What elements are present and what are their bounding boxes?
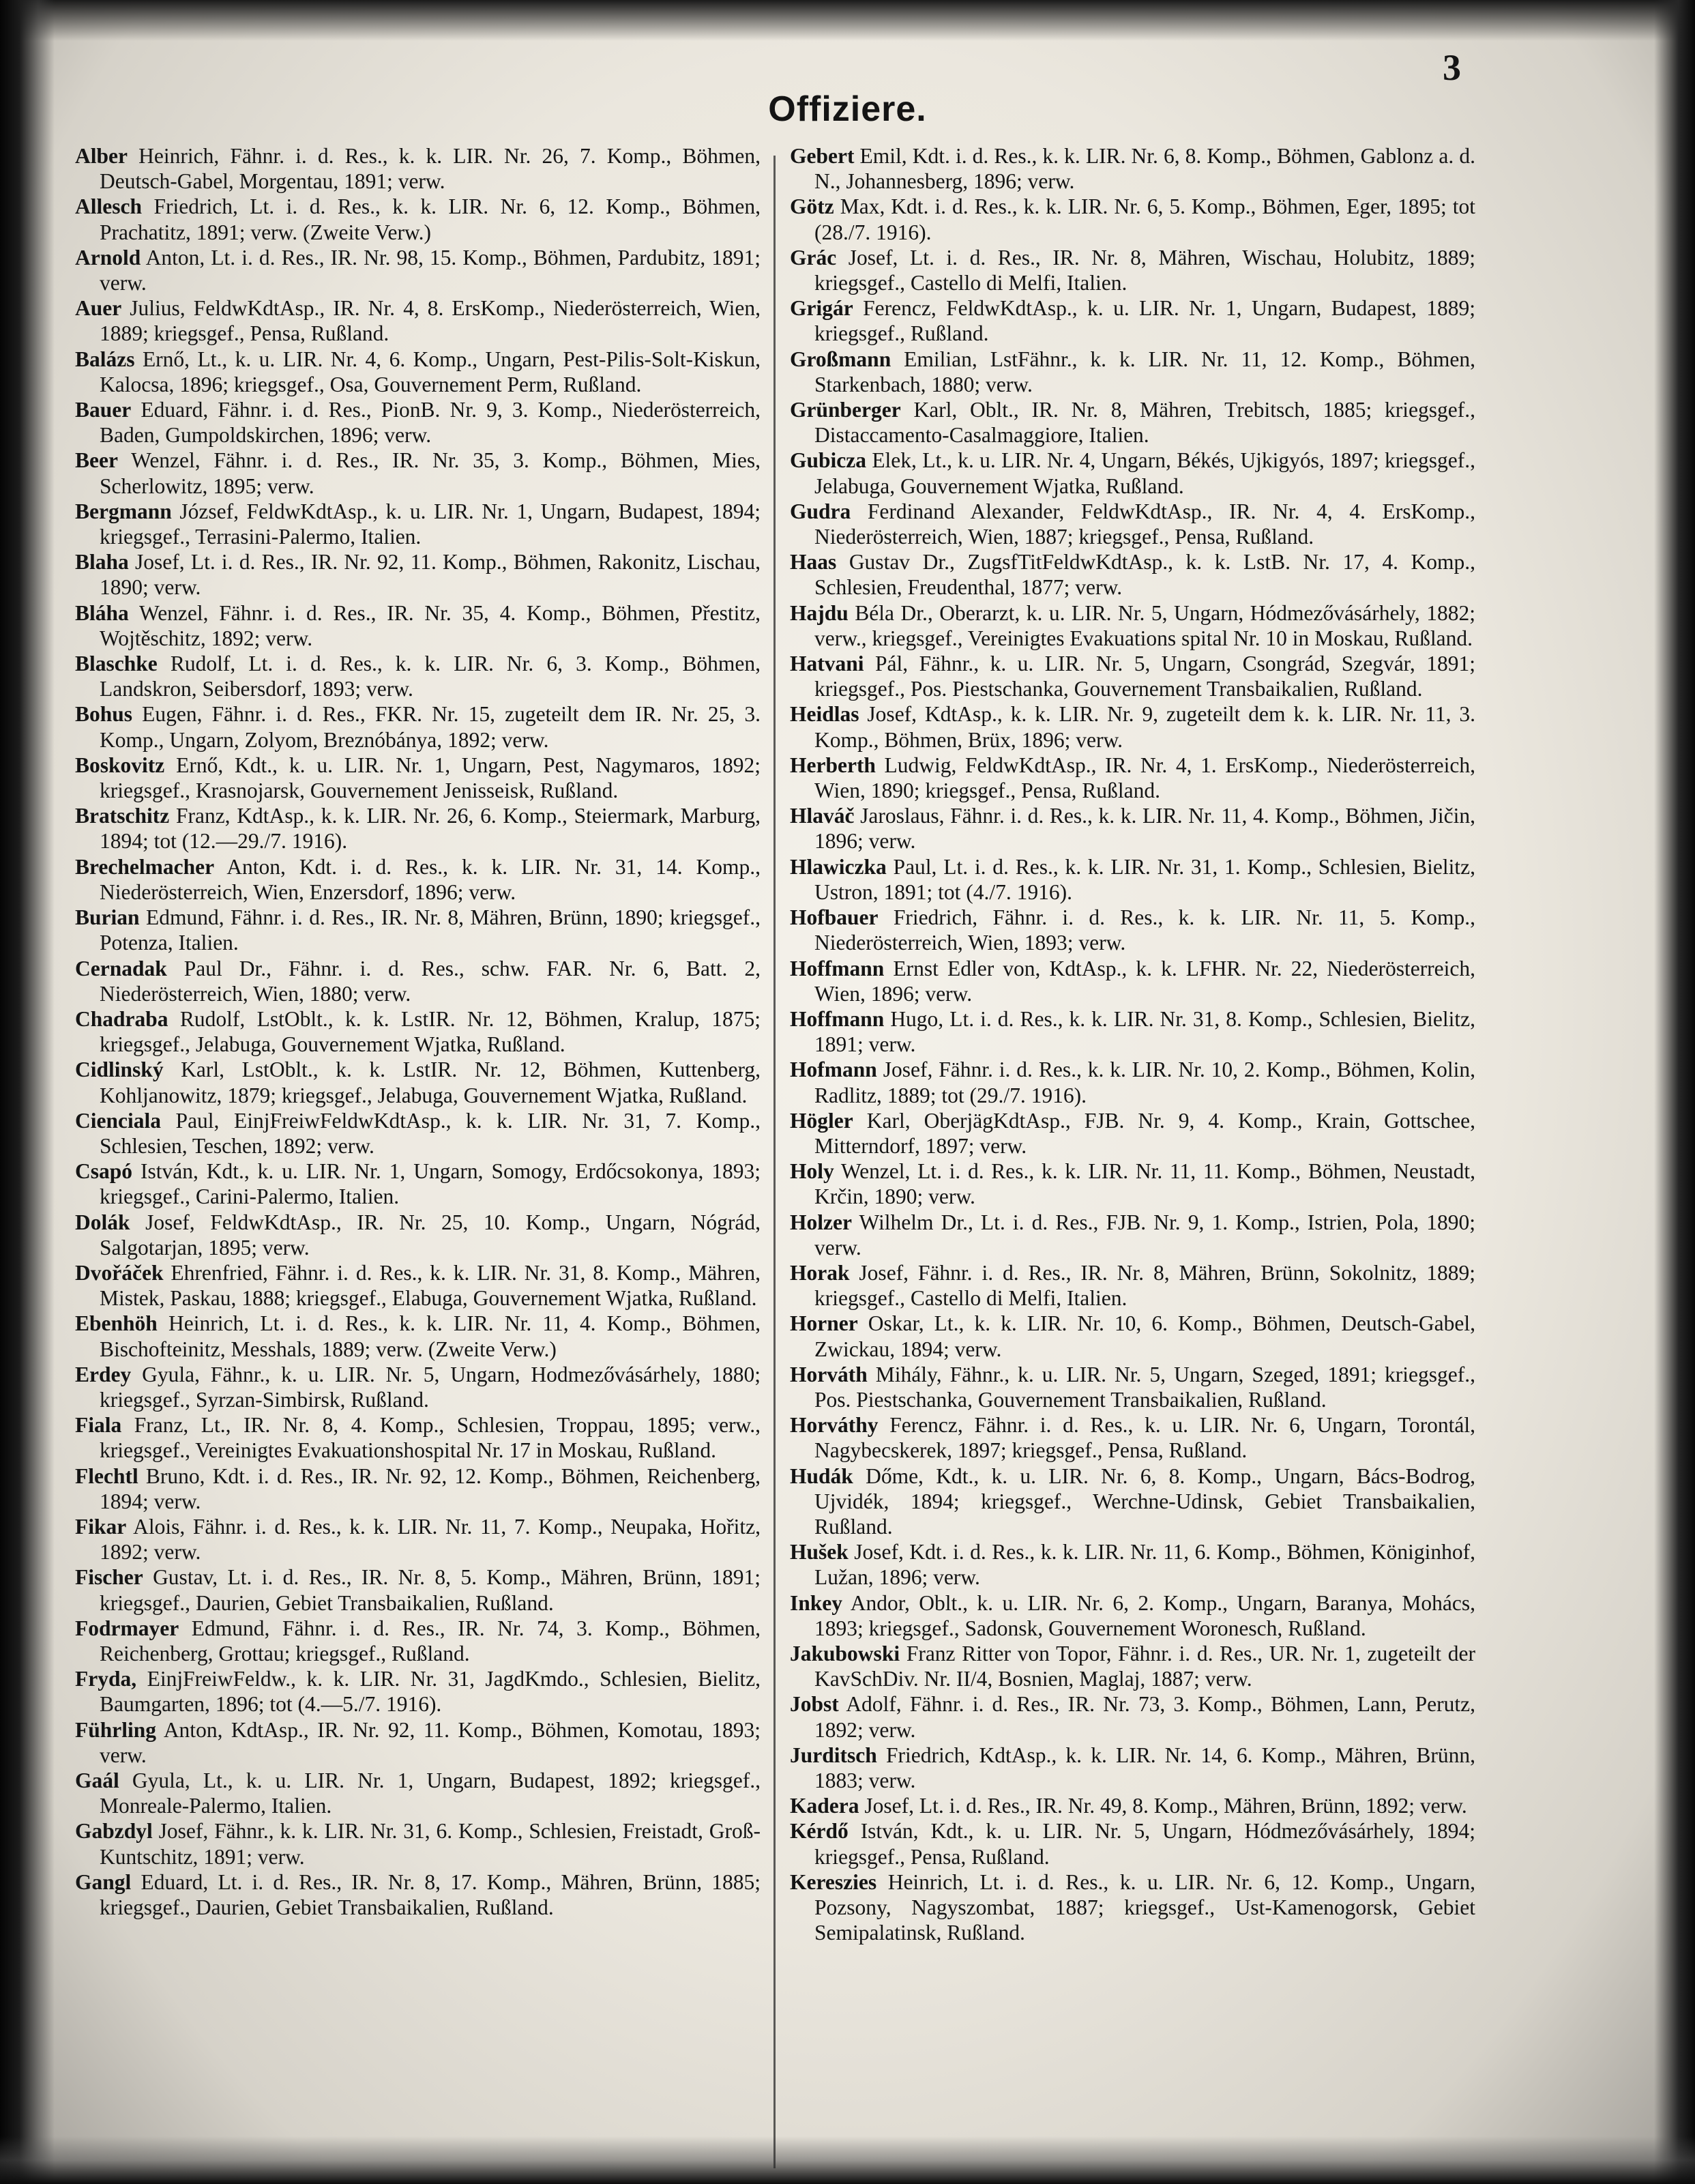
register-entry <box>790 854 1475 905</box>
register-entry <box>75 549 761 600</box>
register-entry <box>75 1159 761 1209</box>
entry-surname: Erdey <box>75 1362 132 1386</box>
entry-surname: Gubicza <box>790 448 867 473</box>
entry-surname: Herberth <box>790 753 876 777</box>
entry-details: Anton, KdtAsp., IR. Nr. 92, 11. Komp., Böhmen, Komotau, 1893; verw. <box>100 1717 761 1767</box>
register-entry <box>75 1108 761 1159</box>
entry-surname: Horak <box>790 1260 850 1285</box>
register-entry <box>790 1260 1475 1311</box>
register-entry <box>790 651 1475 701</box>
register-entry <box>75 1514 761 1564</box>
entry-details: Anton, Kdt. i. d. Res., k. k. LIR. Nr. 31, 14. Komp., Niederösterreich, Wien, Enzersdorf, 1896; verw. <box>100 854 761 904</box>
entry-details: Franz, KdtAsp., k. k. LIR. Nr. 26, 6. Komp., Steiermark, Marburg, 1894; tot (12.—29./7. 1916). <box>100 804 761 854</box>
entry-details: Eugen, Fähnr. i. d. Res., FKR. Nr. 15, zugeteilt dem IR. Nr. 25, 3. Komp., Ungarn, Zolyom, Breznóbánya, 1892; verw. <box>100 702 761 752</box>
register-entry <box>790 448 1475 498</box>
entry-surname: Bohus <box>75 702 133 727</box>
entry-details: Ferencz, Fähnr. i. d. Res., k. u. LIR. Nr. 6, Ungarn, Torontál, Nagybecskerek, 1897; kriegsgef., Pensa, Rußland. <box>814 1413 1475 1463</box>
entry-surname: Hoffmann <box>790 1006 885 1031</box>
entry-details: Josef, Lt. i. d. Res., IR. Nr. 8, Mähren, Wischau, Holubitz, 1889; kriegsgef., Castello di Melfi, Italien. <box>814 245 1475 295</box>
entry-details: Anton, Lt. i. d. Res., IR. Nr. 98, 15. Komp., Böhmen, Pardubitz, 1891; verw. <box>100 245 761 295</box>
register-entry <box>75 1057 761 1107</box>
entry-surname: Beer <box>75 448 118 473</box>
register-entry <box>75 1362 761 1412</box>
entry-surname: Hušek <box>790 1540 849 1564</box>
register-entry <box>790 143 1475 194</box>
entry-surname: Grigár <box>790 296 853 321</box>
entry-surname: Csapó <box>75 1159 133 1184</box>
register-entry <box>75 1006 761 1057</box>
register-entry <box>790 1108 1475 1159</box>
page-number: 3 <box>1443 47 1462 88</box>
register-entry <box>75 1260 761 1311</box>
entry-surname: Haas <box>790 550 837 574</box>
entry-details: Josef, KdtAsp., k. k. LIR. Nr. 9, zugeteilt dem k. k. LIR. Nr. 11, 3. Komp., Böhmen, Brüx, 1896; verw. <box>814 702 1475 752</box>
register-entry <box>75 905 761 955</box>
entry-surname: Kadera <box>790 1794 859 1818</box>
entry-surname: Fiala <box>75 1413 122 1438</box>
register-entry <box>790 194 1475 244</box>
entry-details: Heinrich, Fähnr. i. d. Res., k. k. LIR. Nr. 26, 7. Komp., Böhmen, Deutsch-Gabel, Morgentau, 1891; verw. <box>100 144 761 194</box>
entry-surname: Hofmann <box>790 1058 877 1082</box>
register-entry <box>75 1412 761 1463</box>
entry-surname: Bláha <box>75 600 129 625</box>
entry-surname: Horváth <box>790 1362 868 1386</box>
entry-surname: Cienciala <box>75 1108 161 1133</box>
register-entry <box>790 549 1475 600</box>
entry-details: Karl, LstOblt., k. k. LstIR. Nr. 12, Böhmen, Kuttenberg, Kohljanowitz, 1879; kriegsgef., Jelabuga, Gouvernement Wjatka, Rußland. <box>100 1058 761 1107</box>
entry-details: Pál, Fähnr., k. u. LIR. Nr. 5, Ungarn, Csongrád, Szegvár, 1891; kriegsgef., Pos. Piestschanka, Gouvernement Transbaikalien, Rußland. <box>814 652 1476 701</box>
register-entry <box>790 397 1475 448</box>
entry-details: Andor, Oblt., k. u. LIR. Nr. 6, 2. Komp., Ungarn, Baranya, Mohács, 1893; kriegsgef., Sadonsk, Gouvernement Woronesch, Rußland. <box>814 1590 1475 1640</box>
entry-details: Friedrich, KdtAsp., k. k. LIR. Nr. 14, 6. Komp., Mähren, Brünn, 1883; verw. <box>814 1743 1475 1792</box>
entry-surname: Fodrmayer <box>75 1616 179 1640</box>
entry-surname: Blaha <box>75 550 129 574</box>
entry-surname: Fikar <box>75 1514 127 1539</box>
register-entry <box>790 1006 1475 1057</box>
register-entry <box>75 1311 761 1361</box>
register-entry <box>790 1793 1475 1818</box>
register-entry <box>790 499 1475 549</box>
section-heading: Offiziere. <box>768 89 927 129</box>
entry-details: Gyula, Fähnr., k. u. LIR. Nr. 5, Ungarn, Hodmezővásárhely, 1880; kriegsgef., Syrzan-Simbirsk, Rußland. <box>100 1362 761 1412</box>
entry-surname: Grác <box>790 245 837 270</box>
entry-details: Edmund, Fähnr. i. d. Res., IR. Nr. 8, Mähren, Brünn, 1890; kriegsgef., Potenza, Italien. <box>100 905 761 955</box>
entry-surname: Auer <box>75 296 122 321</box>
entry-surname: Inkey <box>790 1590 843 1615</box>
entry-details: Franz, Lt., IR. Nr. 8, 4. Komp., Schlesien, Troppau, 1895; verw., kriegsgef., Vereinigtes Evakuationshospital Nr. 17 in Moskau, Rußland. <box>100 1413 761 1463</box>
entry-details: Max, Kdt. i. d. Res., k. k. LIR. Nr. 6, 5. Komp., Böhmen, Eger, 1895; tot (28./7. 1916). <box>814 194 1476 244</box>
entry-details: Elek, Lt., k. u. LIR. Nr. 4, Ungarn, Békés, Ujkigyós, 1897; kriegsgef., Jelabuga, Gouvernement Wjatka, Rußland. <box>814 448 1476 498</box>
entry-surname: Hoffmann <box>790 956 885 980</box>
entry-surname: Holzer <box>790 1210 852 1234</box>
entry-details: Adolf, Fähnr. i. d. Res., IR. Nr. 73, 3. Komp., Böhmen, Lann, Perutz, 1892; verw. <box>814 1692 1475 1742</box>
entry-details: Josef, Fähnr. i. d. Res., k. k. LIR. Nr. 10, 2. Komp., Böhmen, Kolin, Radlitz, 1889; tot (29./7. 1916). <box>814 1058 1476 1107</box>
entry-surname: Bergmann <box>75 499 172 523</box>
entry-details: István, Kdt., k. u. LIR. Nr. 1, Ungarn, Somogy, Erdőcsokonya, 1893; kriegsgef., Carini-Palermo, Italien. <box>100 1159 761 1209</box>
register-entry <box>75 295 761 346</box>
entry-details: Josef, Lt. i. d. Res., IR. Nr. 49, 8. Komp., Mähren, Brünn, 1892; verw. <box>864 1794 1467 1818</box>
entry-surname: Fischer <box>75 1565 143 1590</box>
entry-details: Julius, FeldwKdtAsp., IR. Nr. 4, 8. ErsKomp., Niederösterreich, Wien, 1889; kriegsgef., Pensa, Rußland. <box>100 296 761 346</box>
register-entry <box>790 600 1475 651</box>
register-entry <box>75 1616 761 1666</box>
entry-surname: Götz <box>790 194 834 219</box>
entry-details: Wenzel, Fähnr. i. d. Res., IR. Nr. 35, 4. Komp., Böhmen, Přestitz, Wojtěschitz, 1892; verw. <box>100 600 761 650</box>
register-entry <box>75 1768 761 1818</box>
entry-details: Karl, Oblt., IR. Nr. 8, Mähren, Trebitsch, 1885; kriegsgef., Distaccamento-Casalmaggiore, Italien. <box>814 398 1475 448</box>
entry-surname: Gudra <box>790 499 851 523</box>
entry-details: Wenzel, Lt. i. d. Res., k. k. LIR. Nr. 11, 11. Komp., Böhmen, Neustadt, Krčin, 1890; verw. <box>814 1159 1475 1209</box>
register-entry <box>790 1210 1475 1260</box>
entry-surname: Bratschitz <box>75 804 170 828</box>
entry-surname: Cidlinský <box>75 1058 164 1082</box>
register-entry <box>75 143 761 194</box>
entry-details: Béla Dr., Oberarzt, k. u. LIR. Nr. 5, Ungarn, Hódmezővásárhely, 1882; verw., kriegsgef., Vereinigtes Evakuations spital Nr. 10 in Moskau, Rußland. <box>814 600 1475 650</box>
entry-details: István, Kdt., k. u. LIR. Nr. 5, Ungarn, Hódmezővásárhely, 1894; kriegsgef., Pensa, Rußland. <box>814 1819 1475 1869</box>
register-entry <box>790 753 1475 803</box>
entry-surname: Jurditsch <box>790 1743 877 1767</box>
entry-surname: Kérdő <box>790 1819 849 1844</box>
register-entry <box>75 448 761 498</box>
entry-surname: Heidlas <box>790 702 859 727</box>
entry-surname: Gabzdyl <box>75 1819 153 1844</box>
entry-details: Gyula, Lt., k. u. LIR. Nr. 1, Ungarn, Budapest, 1892; kriegsgef., Monreale-Palermo, Italien. <box>100 1768 761 1818</box>
entry-details: Ernő, Kdt., k. u. LIR. Nr. 1, Ungarn, Pest, Nagymaros, 1892; kriegsgef., Krasnojarsk, Gouvernement Jenisseisk, Rußland. <box>100 753 761 803</box>
entry-surname: Horváthy <box>790 1413 879 1438</box>
register-entry <box>75 1818 761 1869</box>
entry-details: Bruno, Kdt. i. d. Res., IR. Nr. 92, 12. Komp., Böhmen, Reichenberg, 1894; verw. <box>100 1464 761 1513</box>
entry-surname: Großmann <box>790 347 891 371</box>
entry-details: Heinrich, Lt. i. d. Res., k. k. LIR. Nr. 11, 4. Komp., Böhmen, Bischofteinitz, Messhals, 1889; verw. (Zweite Verw.) <box>100 1311 761 1361</box>
entry-details: Oskar, Lt., k. k. LIR. Nr. 10, 6. Komp., Böhmen, Deutsch-Gabel, Zwickau, 1894; verw. <box>814 1311 1476 1361</box>
register-entry <box>75 803 761 854</box>
entry-details: Dőme, Kdt., k. u. LIR. Nr. 6, 8. Komp., Ungarn, Bács-Bodrog, Ujvidék, 1894; kriegsgef., Werchne-Udinsk, Gebiet Transbaikalien, Rußland. <box>814 1464 1475 1539</box>
entry-details: Franz Ritter von Topor, Fähnr. i. d. Res., UR. Nr. 1, zugeteilt der KavSchDiv. Nr. II/4, Bosnien, Maglaj, 1887; verw. <box>814 1641 1476 1691</box>
register-entry <box>75 753 761 803</box>
entry-details: Mihály, Fähnr., k. u. LIR. Nr. 5, Ungarn, Szeged, 1891; kriegsgef., Pos. Piestschanka, Gouvernement Transbaikalien, Rußland. <box>814 1362 1475 1412</box>
register-entry <box>75 1210 761 1260</box>
entry-surname: Burian <box>75 905 140 930</box>
register-entry <box>790 1057 1475 1107</box>
register-entry <box>790 701 1475 752</box>
entry-surname: Hofbauer <box>790 905 879 930</box>
entry-details: EinjFreiwFeldw., k. k. LIR. Nr. 31, JagdKmdo., Schlesien, Bielitz, Baumgarten, 1896; tot (4.—5./7. 1916). <box>100 1667 761 1717</box>
register-entry <box>790 1539 1475 1590</box>
entry-details: Emilian, LstFähnr., k. k. LIR. Nr. 11, 12. Komp., Böhmen, Starkenbach, 1880; verw. <box>814 347 1475 396</box>
register-entry <box>790 245 1475 295</box>
entry-details: Josef, FeldwKdtAsp., IR. Nr. 25, 10. Komp., Ungarn, Nógrád, Salgotarjan, 1895; verw. <box>100 1210 761 1260</box>
entry-surname: Hatvani <box>790 652 864 676</box>
entry-details: Eduard, Fähnr. i. d. Res., PionB. Nr. 9, 3. Komp., Niederösterreich, Baden, Gumpoldskirchen, 1896; verw. <box>100 398 761 448</box>
entry-surname: Dvořáček <box>75 1260 164 1285</box>
entry-details: Emil, Kdt. i. d. Res., k. k. LIR. Nr. 6, 8. Komp., Böhmen, Gablonz a. d. N., Johannesberg, 1896; verw. <box>814 144 1475 194</box>
entry-details: Josef, Fähnr., k. k. LIR. Nr. 31, 6. Komp., Schlesien, Freistadt, Groß-Kuntschitz, 1891; verw. <box>100 1819 761 1869</box>
register-entry <box>790 905 1475 955</box>
entry-details: Ludwig, FeldwKdtAsp., IR. Nr. 4, 1. ErsKomp., Niederösterreich, Wien, 1890; kriegsgef., Pensa, Rußland. <box>814 753 1475 803</box>
entry-details: Edmund, Fähnr. i. d. Res., IR. Nr. 74, 3. Komp., Böhmen, Reichenberg, Grottau; kriegsgef., Rußland. <box>100 1616 761 1665</box>
register-entry <box>75 1869 761 1920</box>
entry-surname: Chadraba <box>75 1006 168 1031</box>
entry-details: Rudolf, LstOblt., k. k. LstIR. Nr. 12, Böhmen, Kralup, 1875; kriegsgef., Jelabuga, Gouvernement Wjatka, Rußland. <box>100 1006 761 1057</box>
scan-shadow-left <box>0 0 55 2184</box>
register-entry <box>75 245 761 295</box>
entry-details: Ferdinand Alexander, FeldwKdtAsp., IR. Nr. 4, 4. ErsKomp., Niederösterreich, Wien, 1887; kriegsgef., Pensa, Rußland. <box>814 499 1476 549</box>
entry-surname: Gebert <box>790 144 855 168</box>
entry-surname: Ebenhöh <box>75 1311 158 1336</box>
entry-surname: Högler <box>790 1108 853 1133</box>
register-entry <box>790 295 1475 346</box>
right-column <box>790 143 1475 1945</box>
entry-details: Alois, Fähnr. i. d. Res., k. k. LIR. Nr. 11, 7. Komp., Neupaka, Hořitz, 1892; verw. <box>100 1514 761 1564</box>
register-entry <box>790 1159 1475 1209</box>
entry-surname: Alber <box>75 144 128 168</box>
register-entry <box>75 194 761 244</box>
entry-details: Josef, Lt. i. d. Res., IR. Nr. 92, 11. Komp., Böhmen, Rakonitz, Lischau, 1890; verw. <box>100 550 761 600</box>
entry-details: Friedrich, Fähnr. i. d. Res., k. k. LIR. Nr. 11, 5. Komp., Niederösterreich, Wien, 1893; verw. <box>814 905 1475 955</box>
entry-surname: Holy <box>790 1159 834 1184</box>
register-entry <box>75 651 761 701</box>
register-entry <box>790 1641 1475 1691</box>
register-entry <box>75 1717 761 1768</box>
entry-details: Gustav, Lt. i. d. Res., IR. Nr. 8, 5. Komp., Mähren, Brünn, 1891; kriegsgef., Daurien, Gebiet Transbaikalien, Rußland. <box>100 1565 761 1615</box>
entry-surname: Balázs <box>75 347 135 371</box>
entry-surname: Führling <box>75 1717 157 1742</box>
register-entry <box>75 1464 761 1514</box>
entry-details: Ferencz, FeldwKdtAsp., k. u. LIR. Nr. 1, Ungarn, Budapest, 1889; kriegsgef., Rußland. <box>814 296 1476 346</box>
register-entry <box>790 1743 1475 1793</box>
entry-surname: Hlawiczka <box>790 854 887 879</box>
entry-details: Heinrich, Lt. i. d. Res., k. u. LIR. Nr. 6, 12. Komp., Ungarn, Pozsony, Nagyszombat, 1887; kriegsgef., Ust-Kamenogorsk, Gebiet Semipalatinsk, Rußland. <box>814 1869 1475 1945</box>
register-entry <box>75 1666 761 1717</box>
register-entry <box>790 1362 1475 1412</box>
entry-details: Gustav Dr., ZugsfTitFeldwKdtAsp., k. k. LstB. Nr. 17, 4. Komp., Schlesien, Freudenthal, 1877; verw. <box>814 550 1476 600</box>
register-entry <box>75 701 761 752</box>
register-entry <box>75 956 761 1006</box>
entry-surname: Hlaváč <box>790 804 855 828</box>
register-entry <box>75 1564 761 1615</box>
register-entry <box>790 347 1475 397</box>
entry-surname: Gangl <box>75 1869 132 1894</box>
register-entry <box>75 397 761 448</box>
entry-details: Eduard, Lt. i. d. Res., IR. Nr. 8, 17. Komp., Mähren, Brünn, 1885; kriegsgef., Daurien, Gebiet Transbaikalien, Rußland. <box>100 1869 761 1920</box>
scan-shadow-right <box>1654 0 1695 2184</box>
register-entry <box>790 1464 1475 1540</box>
entry-details: Josef, Kdt. i. d. Res., k. k. LIR. Nr. 11, 6. Komp., Böhmen, Königinhof, Lužan, 1896; verw. <box>814 1540 1476 1590</box>
entry-surname: Bauer <box>75 398 132 422</box>
entry-details: József, FeldwKdtAsp., k. u. LIR. Nr. 1, Ungarn, Budapest, 1894; kriegsgef., Terrasini-Palermo, Italien. <box>100 499 761 549</box>
column-divider <box>773 156 776 2168</box>
entry-surname: Blaschke <box>75 652 158 676</box>
register-entry <box>790 1311 1475 1361</box>
entry-surname: Arnold <box>75 245 141 270</box>
entry-surname: Allesch <box>75 194 142 219</box>
register-entry <box>75 854 761 905</box>
entry-surname: Hajdu <box>790 600 849 625</box>
register-entry <box>790 1412 1475 1463</box>
entry-surname: Kereszies <box>790 1869 877 1894</box>
entry-details: Wenzel, Fähnr. i. d. Res., IR. Nr. 35, 3. Komp., Böhmen, Mies, Scherlowitz, 1895; verw. <box>100 448 761 498</box>
register-entry <box>790 803 1475 854</box>
entry-details: Ehrenfried, Fähnr. i. d. Res., k. k. LIR. Nr. 31, 8. Komp., Mähren, Mistek, Paskau, 1888; kriegsgef., Elabuga, Gouvernement Wjatka, Rußland. <box>100 1260 761 1311</box>
left-column <box>75 143 761 1920</box>
register-entry <box>75 499 761 549</box>
entry-surname: Cernadak <box>75 956 167 980</box>
entry-details: Paul, Lt. i. d. Res., k. k. LIR. Nr. 31, 1. Komp., Schlesien, Bielitz, Ustron, 1891; tot (4./7. 1916). <box>814 854 1475 904</box>
register-entry <box>790 956 1475 1006</box>
register-entry <box>790 1590 1475 1641</box>
register-entry <box>75 600 761 651</box>
entry-details: Rudolf, Lt. i. d. Res., k. k. LIR. Nr. 6, 3. Komp., Böhmen, Landskron, Seibersdorf, 1893; verw. <box>100 652 761 701</box>
entry-details: Friedrich, Lt. i. d. Res., k. k. LIR. Nr. 6, 12. Komp., Böhmen, Prachatitz, 1891; verw. (Zweite Verw.) <box>100 194 761 244</box>
register-entry <box>790 1818 1475 1869</box>
entry-details: Hugo, Lt. i. d. Res., k. k. LIR. Nr. 31, 8. Komp., Schlesien, Bielitz, 1891; verw. <box>814 1006 1475 1057</box>
entry-details: Ernő, Lt., k. u. LIR. Nr. 4, 6. Komp., Ungarn, Pest-Pilis-Solt-Kiskun, Kalocsa, 1896; kriegsgef., Osa, Gouvernement Perm, Rußland. <box>100 347 761 396</box>
entry-surname: Gaál <box>75 1768 119 1792</box>
entry-surname: Boskovitz <box>75 753 165 777</box>
entry-surname: Dolák <box>75 1210 130 1234</box>
entry-surname: Jakubowski <box>790 1641 900 1665</box>
entry-details: Paul, EinjFreiwFeldwKdtAsp., k. k. LIR. Nr. 31, 7. Komp., Schlesien, Teschen, 1892; verw. <box>100 1108 761 1158</box>
register-entry <box>75 347 761 397</box>
entry-surname: Jobst <box>790 1692 839 1717</box>
entry-details: Karl, OberjägKdtAsp., FJB. Nr. 9, 4. Komp., Krain, Gottschee, Mitterndorf, 1897; verw. <box>814 1108 1475 1158</box>
entry-details: Josef, Fähnr. i. d. Res., IR. Nr. 8, Mähren, Brünn, Sokolnitz, 1889; kriegsgef., Castello di Melfi, Italien. <box>814 1260 1475 1311</box>
entry-details: Jaroslaus, Fähnr. i. d. Res., k. k. LIR. Nr. 11, 4. Komp., Böhmen, Jičin, 1896; verw. <box>814 804 1475 854</box>
entry-surname: Grünberger <box>790 398 901 422</box>
entry-surname: Brechelmacher <box>75 854 215 879</box>
scan-shadow-top <box>0 0 1695 41</box>
entry-surname: Fryda, <box>75 1667 137 1691</box>
entry-surname: Horner <box>790 1311 858 1336</box>
entry-details: Wilhelm Dr., Lt. i. d. Res., FJB. Nr. 9, 1. Komp., Istrien, Pola, 1890; verw. <box>814 1210 1475 1260</box>
entry-details: Paul Dr., Fähnr. i. d. Res., schw. FAR. Nr. 6, Batt. 2, Niederösterreich, Wien, 1880; verw. <box>100 956 761 1006</box>
entry-details: Ernst Edler von, KdtAsp., k. k. LFHR. Nr. 22, Niederösterreich, Wien, 1896; verw. <box>814 956 1476 1006</box>
register-entry <box>790 1691 1475 1742</box>
register-entry <box>790 1869 1475 1946</box>
entry-surname: Hudák <box>790 1464 853 1488</box>
entry-surname: Flechtl <box>75 1464 138 1488</box>
scan-shadow-bottom <box>0 2136 1695 2184</box>
